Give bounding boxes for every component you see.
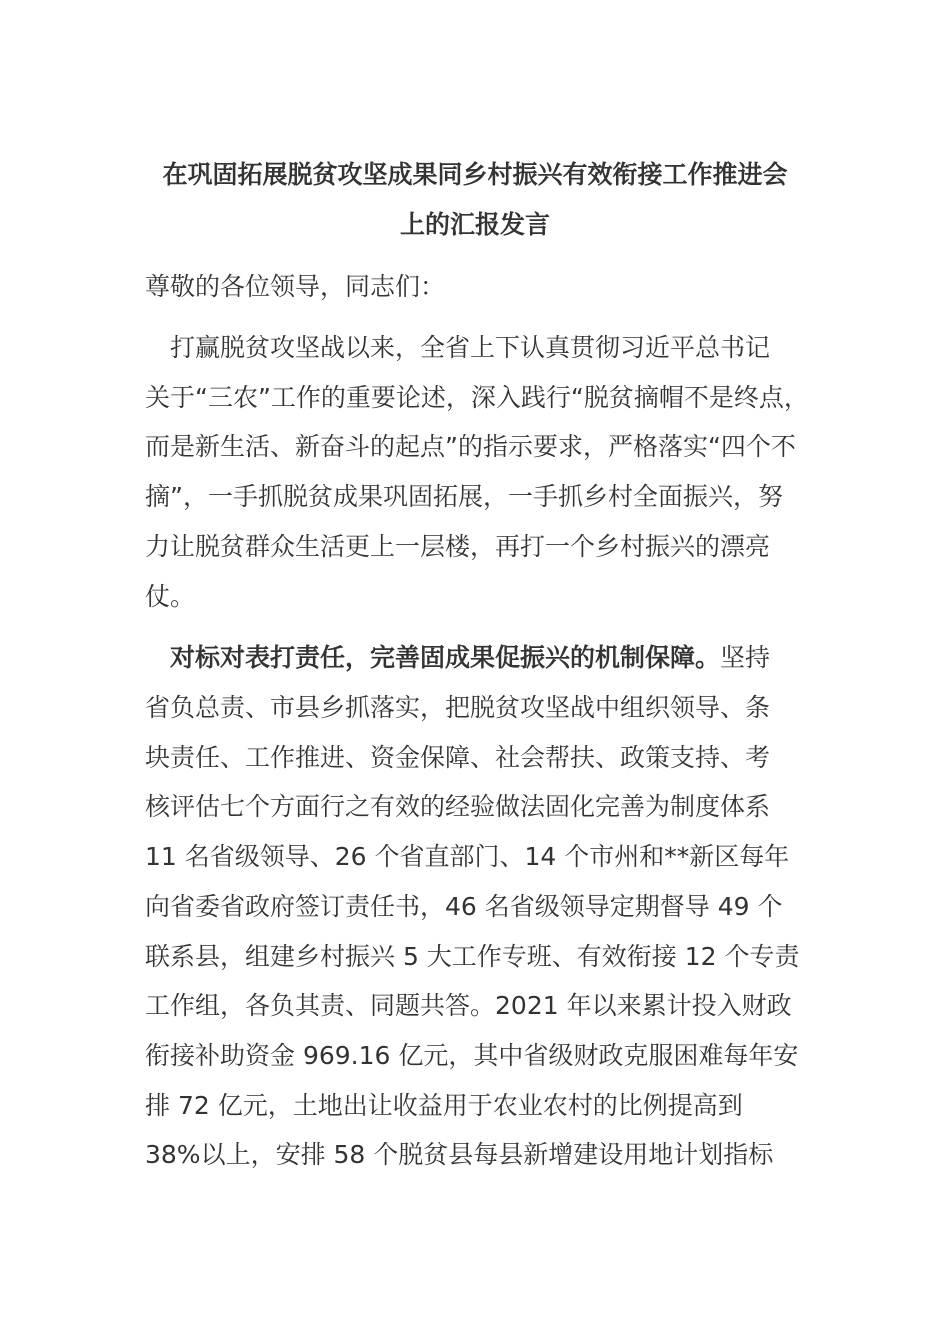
paragraph-line (145, 643, 770, 673)
section-heading: 对标对表打责任，完善固成果促振兴的机制保障。 (145, 643, 721, 672)
paragraph-line: 块责任、工作推进、资金保障、社会帮扶、政策支持、考 (145, 743, 771, 772)
paragraph-line: 11 名省级领导、26 个省直部门、14 个市州和**新区每年 (145, 842, 790, 871)
paragraph-line: 排 72 亿元，土地出让收益用于农业农村的比例提高到 (145, 1091, 743, 1120)
paragraph-line: 而是新生活、新奋斗的起点”的指示要求，严格落实“四个不 (145, 432, 796, 461)
paragraph-line: 联系县，组建乡村振兴 5 大工作专班、有效衔接 12 个专责 (145, 942, 800, 971)
paragraph-line: 向省委省政府签订责任书，46 名省级领导定期督导 49 个 (145, 892, 783, 921)
paragraph-line: 省负总责、市县乡抓落实，把脱贫攻坚战中组织领导、条 (145, 693, 771, 722)
paragraph-line: 核评估七个方面行之有效的经验做法固化完善为制度体系 (145, 792, 771, 821)
paragraph-line: 仗。 (145, 582, 196, 611)
title-line-2: 上的汇报发言 (399, 210, 550, 239)
paragraph-line: 力让脱贫群众生活更上一层楼，再打一个乡村振兴的漂亮 (145, 532, 771, 561)
paragraph-line: 38%以上，安排 58 个脱贫县每县新增建设用地计划指标 (145, 1140, 774, 1169)
paragraph-line: 衔接补助资金 969.16 亿元，其中省级财政克服困难每年安 (145, 1041, 799, 1070)
greeting: 尊敬的各位领导，同志们： (145, 272, 446, 301)
paragraph-line: 打赢脱贫攻坚战以来，全省上下认真贯彻习近平总书记 (145, 333, 771, 362)
paragraph-text: 坚持 (720, 643, 771, 672)
paragraph-line: 关于“三农”工作的重要论述，深入践行“脱贫摘帽不是终点， (145, 383, 809, 412)
title-line-1: 在巩固拓展脱贫攻坚成果同乡村振兴有效衔接工作推进会 (162, 160, 788, 189)
paragraph-line: 工作组，各负其责、同题共答。2021 年以来累计投入财政 (145, 991, 792, 1020)
paragraph-line: 摘”，一手抓脱贫成果巩固拓展，一手抓乡村全面振兴，努 (145, 482, 783, 511)
